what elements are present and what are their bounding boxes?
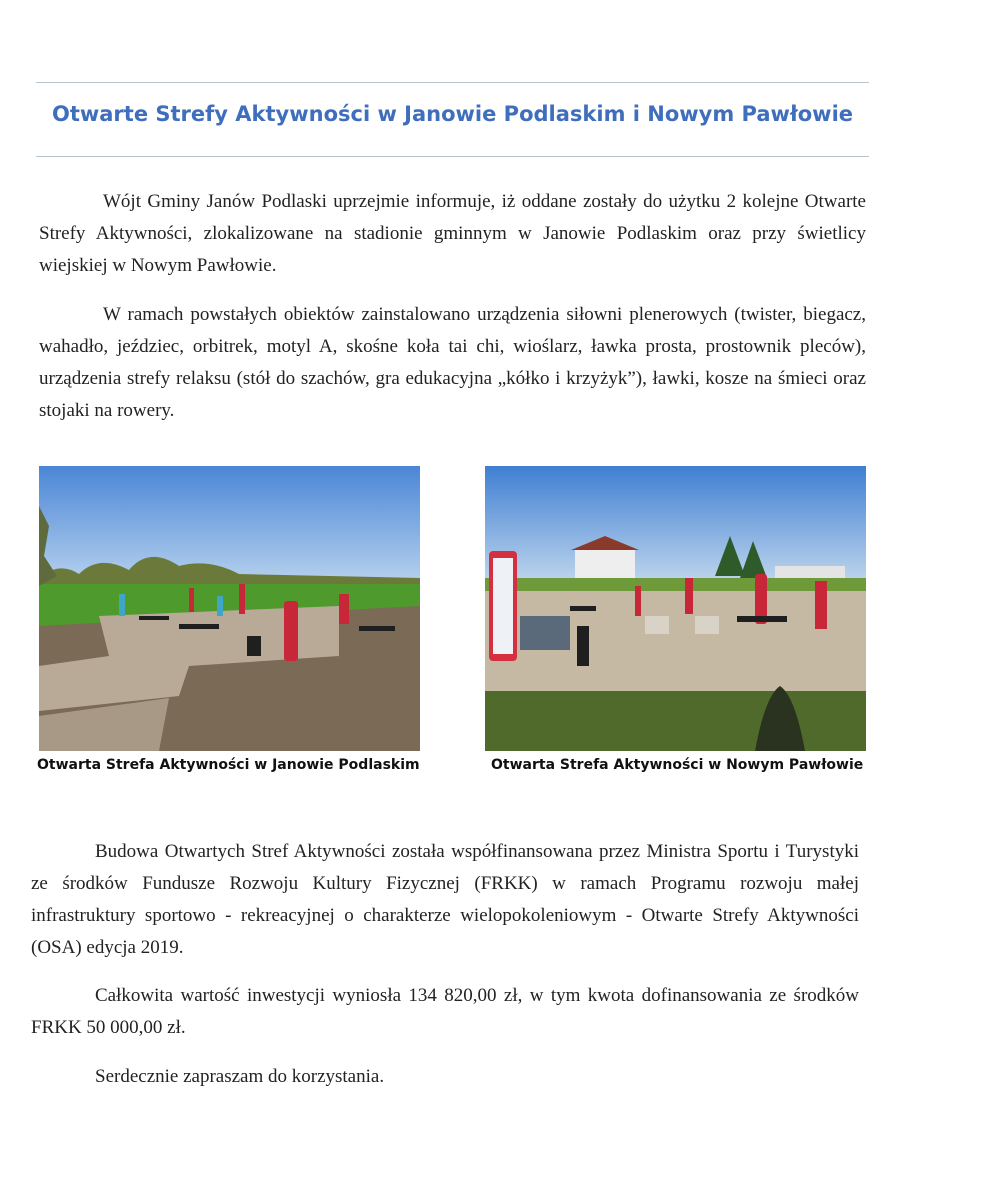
intro-paragraph: Wójt Gminy Janów Podlaski uprzejmie informuje, iż oddane zostały do użytku 2 kolejne Otwarte Strefy Aktywności, zlokalizowane na stadionie gminnym w Janowie Podlaskim oraz przy świetlicy wiejskiej w Nowym Pawłowie. [39,191,866,276]
top-rule [36,82,869,83]
caption-nowy-pawlow: Otwarta Strefa Aktywności w Nowym Pawłowie [491,757,864,773]
caption-janow-podlaski: Otwarta Strefa Aktywności w Janowie Podlaskim [37,757,420,773]
investment-paragraph: Całkowita wartość inwestycji wyniosła 134 820,00 zł, w tym kwota dofinansowania ze środków FRKK 50 000,00 zł. [31,985,859,1038]
title-rule [36,156,869,157]
photo-nowy-pawlow [485,466,866,751]
closing-paragraph: Serdecznie zapraszam do korzystania. [95,1066,385,1087]
page-title: Otwarte Strefy Aktywności w Janowie Podlaskim i Nowym Pawłowie [51,102,854,126]
equipment-paragraph: W ramach powstałych obiektów zainstalowano urządzenia siłowni plenerowych (twister, biegacz, wahadło, jeździec, orbitrek, motyl A, skośne koła tai chi, wioślarz, ławka prosta, prostownik pleców), urządzenia strefy relaksu (stół do szachów, gra edukacyjna „kółko i krzyżyk”), ławki, kosze na śmieci oraz stojaki na rowery. [39,304,866,421]
funding-paragraph: Budowa Otwartych Stref Aktywności została współfinansowana przez Ministra Sportu i Turystyki ze środków Fundusze Rozwoju Kultury Fizycznej (FRKK) w ramach Programu rozwoju małej infrastruktury sportowo - rekreacyjnej o charakterze wielopokoleniowym - Otwarte Strefy Aktywności (OSA) edycja 2019. [31,841,859,958]
photo-janow-podlaski [39,466,420,751]
